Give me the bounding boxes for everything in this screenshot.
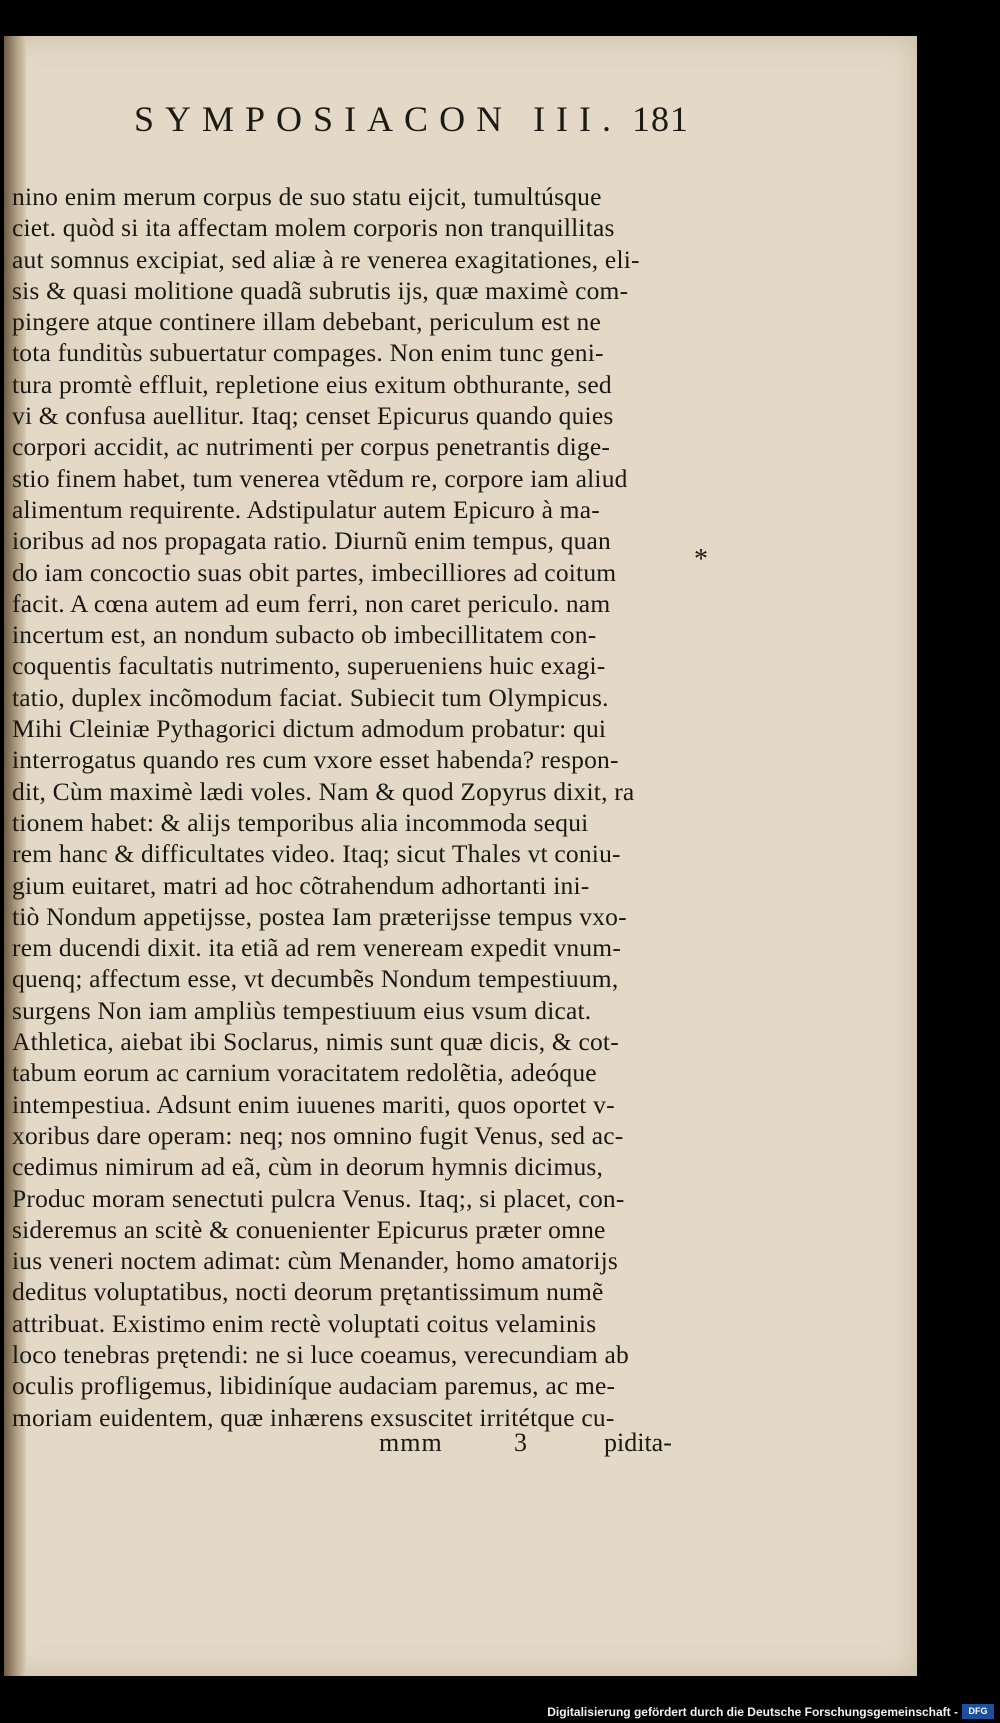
text-line: tiò Nondum appetijsse, postea Iam præterijsse tempus vxo- <box>12 901 627 931</box>
text-line: tota funditùs subuertatur compages. Non enim tunc geni- <box>12 338 604 368</box>
text-line: xoribus dare operam: neq; nos omnino fugit Venus, sed ac- <box>12 1120 624 1150</box>
text-line: tabum eorum ac carnium voracitatem redolẽtia, adeóque <box>12 1058 597 1088</box>
text-line: ciet. quòd si ita affectam molem corporis non tranquillitas <box>12 213 615 243</box>
text-line: tionem habet: & alijs temporibus alia incommoda sequi <box>12 807 589 837</box>
text-line: tatio, duplex incõmodum faciat. Subiecit tum Olympicus. <box>12 682 609 712</box>
body-text <box>12 181 692 1433</box>
text-line: corpori accidit, ac nutrimenti per corpus penetrantis dige- <box>12 432 611 462</box>
text-line: attribuat. Existimo enim rectè voluptati coitus velaminis <box>12 1308 597 1338</box>
book-page <box>4 36 917 1676</box>
running-head: SYMPOSIACON III. <box>134 99 623 139</box>
text-line: incertum est, an nondum subacto ob imbecillitatem con- <box>12 620 597 650</box>
text-line: moriam euidentem, quæ inhærens exsuscitet irritétque cu- <box>12 1402 615 1432</box>
text-line: Athletica, aiebat ibi Soclarus, nimis sunt quæ dicis, & cot- <box>12 1027 619 1057</box>
catchword: pidita- <box>604 1428 672 1457</box>
text-line: gium euitaret, matri ad hoc cõtrahendum adhortanti ini- <box>12 870 590 900</box>
page-number: 181 <box>632 99 689 139</box>
text-line: do iam concoctio suas obit partes, imbecilliores ad coitum <box>12 557 617 587</box>
signature-number: 3 <box>514 1428 527 1457</box>
dfg-logo: DFG <box>962 1704 994 1719</box>
text-line: interrogatus quando res cum vxore esset habenda? respon- <box>12 745 619 775</box>
text-line: sideremus an scitè & conuenienter Epicurus præter omne <box>12 1214 606 1244</box>
text-line: surgens Non iam ampliùs tempestiuum eius vsum dicat. <box>12 995 592 1025</box>
text-line: rem ducendi dixit. ita etiã ad rem veneream expedit vnum- <box>12 933 622 963</box>
text-line: intempestiua. Adsunt enim iuuenes mariti, quos oportet v- <box>12 1089 615 1119</box>
text-line: Produc moram senectuti pulcra Venus. Itaq;, si placet, con- <box>12 1183 625 1213</box>
text-line: vi & confusa auellitur. Itaq; censet Epicurus quando quies <box>12 401 614 431</box>
text-line: ius veneri noctem adimat: cùm Menander, homo amatorijs <box>12 1246 619 1276</box>
text-line: dit, Cùm maximè lædi voles. Nam & quod Zopyrus dixit, ra <box>12 776 635 806</box>
text-line: ioribus ad nos propagata ratio. Diurnũ enim tempus, quan <box>12 526 611 556</box>
text-line: stio finem habet, tum venerea vtẽdum re, corpore iam aliud <box>12 463 628 493</box>
text-line: Mihi Cleiniæ Pythagorici dictum admodum probatur: qui <box>12 714 607 744</box>
text-line: cedimus nimirum ad eã, cùm in deorum hymnis dicimus, <box>12 1152 604 1182</box>
margin-asterisk: * <box>694 544 708 575</box>
text-line: oculis profligemus, libidiníque audaciam paremus, ac me- <box>12 1371 616 1401</box>
text-line: aut somnus excipiat, sed aliæ à re venerea exagitationes, eli- <box>12 244 640 274</box>
text-line: sis & quasi molitione quadã subrutis ijs, quæ maximè com- <box>12 275 629 305</box>
text-line: alimentum requirente. Adstipulatur autem Epicuro à ma- <box>12 494 600 524</box>
text-line: rem hanc & difficultates video. Itaq; sicut Thales vt coniu- <box>12 839 621 869</box>
text-line: deditus voluptatibus, nocti deorum prętantissimum numẽ <box>12 1277 604 1307</box>
text-line: coquentis facultatis nutrimento, superueniens huic exagi- <box>12 651 606 681</box>
text-line: facit. A cœna autem ad eum ferri, non caret periculo. nam <box>12 588 611 618</box>
footer-bar <box>0 1701 1000 1723</box>
text-line: pingere atque continere illam debebant, periculum est ne <box>12 307 601 337</box>
text-line: loco tenebras prętendi: ne si luce coeamus, verecundiam ab <box>12 1339 629 1369</box>
text-line: tura promtè effluit, repletione eius exitum obthurante, sed <box>12 369 612 399</box>
signature-mark: mmm <box>379 1428 443 1457</box>
text-line: nino enim merum corpus de suo statu eijcit, tumultúsque <box>12 182 602 211</box>
text-line: quenq; affectum esse, vt decumbẽs Nondum tempestiuum, <box>12 964 619 994</box>
funding-credit: Digitalisierung gefördert durch die Deutsche Forschungsgemeinschaft - <box>547 1705 958 1719</box>
